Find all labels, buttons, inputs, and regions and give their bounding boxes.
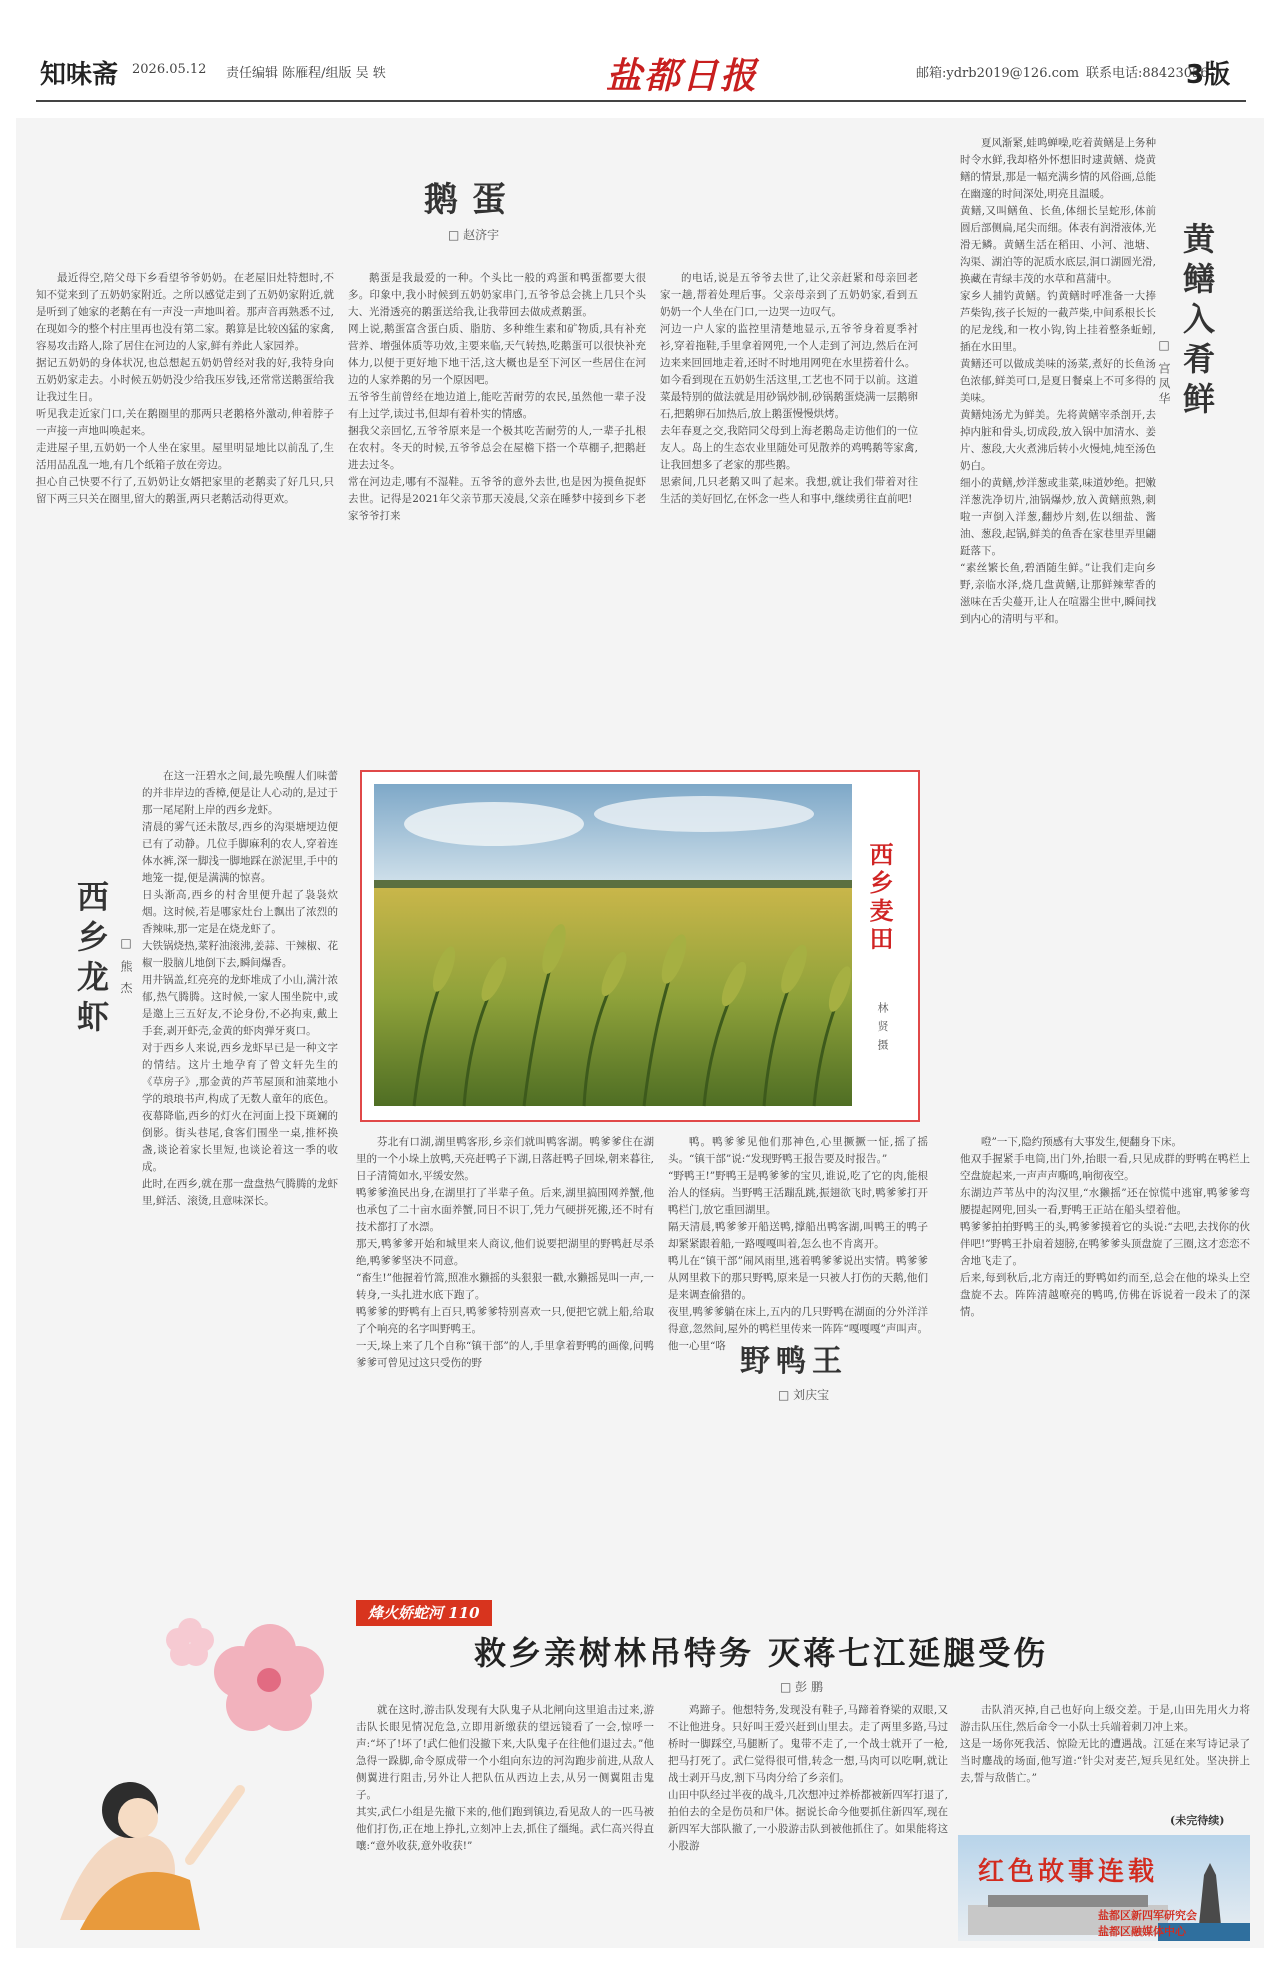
duck-king-text-2: 鸭。鸭爹爹见他们那神色,心里撅撅一怔,摇了摇头。“镇干部”说:“发现野鸭王报告要及时报告。” “野鸭王!”野鸭王是鸭爹爹的宝贝,谁说,吃了它的肉,能根治人的怪病。当野鸭王活蹦乱跳,振翅欲飞时,鸭爹爹打开鸭栏门,放它重回湖里。 隔天清晨,鸭爹爹开船送鸭,撑船出鸭客湖,叫鸭王的鸭子却紧紧跟着船,一路嘎嘎叫着,怎么也不肯离开。 鸭儿在“镇干部”闹风雨里,逃着鸭爹爹说出实情。鸭爹爹从网里救下的那只野鸭,原来是一只被人打伤的天鹅,他们是来调查偷猎的。 夜里,鸭爹爹躺在床上,五内的几只野鸭在湖面的分外洋洋得意,忽然间,屋外的鸭栏里传来一阵阵“嘎嘎嘎”声叫声。他一心里“咯 <box>668 1136 928 1352</box>
serial-col-3 <box>960 1702 1250 1814</box>
flower-girl-illustration <box>40 1590 340 1940</box>
shrimp-col-1 <box>142 768 338 1488</box>
article-author-goose-egg: □ 赵济宇 <box>448 228 500 242</box>
serial-text-3: 击队消灭掉,自己也好向上级交差。于是,山田先用火力将游击队压住,然后命令一小队士兵端着刺刀冲上来。 这是一场你死我活、惊险无比的遭遇战。江延在来写诗记录了当时鏖战的场面,他写道:“针尖对麦芒,短兵见红处。坚决拼上去,誓与敌偕亡。” <box>960 1704 1250 1784</box>
serial-col-2 <box>668 1702 948 1942</box>
article-title-goose-egg: 鹅蛋 <box>424 180 520 220</box>
goose-egg-col-3 <box>660 270 918 740</box>
goose-egg-col-2 <box>348 270 646 740</box>
duck-king-col-2a <box>668 1134 928 1352</box>
serial-headline: 救乡亲树林吊特务 灭蒋七江延腿受伤 <box>474 1634 1049 1672</box>
duck-king-col-1 <box>356 1134 654 1594</box>
red-story-org-1: 盐都区新四军研究会 <box>1098 1909 1197 1922</box>
wheat-photo-title: 西乡麦田 <box>865 842 894 954</box>
article-author-eel: □ 宫凤华 <box>1157 338 1171 407</box>
wheat-photo-frame <box>360 770 920 1122</box>
article-author-shrimp: □ 熊 杰 <box>119 936 133 997</box>
masthead <box>36 48 1246 102</box>
newspaper-logo: 盐都日报 <box>606 55 759 97</box>
wheat-field-image <box>374 784 852 1106</box>
shrimp-text-1: 在这一汪碧水之间,最先唤醒人们味蕾的并非岸边的香樟,便是让人心动的,是过于那一尾尾附上岸的西乡龙虾。 清晨的雾气还未散尽,西乡的沟渠塘埂边便已有了动静。几位手脚麻利的农人,穿着连体水裤,深一脚浅一脚地踩在淤泥里,手中的地笼一提,便是满满的惊喜。 日头渐高,西乡的村舍里便升起了袅袅炊烟。这时候,若是哪家灶台上飘出了浓烈的香辣味,那一定是在烧龙虾了。 大铁锅烧热,菜籽油滚沸,姜蒜、干辣椒、花椒一股脑儿地倒下去,瞬间爆香。 用井锅盖,红亮亮的龙虾堆成了小山,满汁浓郁,热气腾腾。这时候,一家人围坐院中,或是邀上三五好友,不论身份,不必拘束,戴上手套,剥开虾壳,金黄的虾肉弹牙爽口。 对于西乡人来说,西乡龙虾早已是一种文字的情结。这片土地孕育了曾文轩先生的《草房子》,那金黄的芦苇屋顶和油菜地小学的琅琅书声,构成了无数人童年的底色。 夜幕降临,西乡的灯火在河面上投下斑斓的倒影。街头巷尾,食客们围坐一桌,推杯换盏,谈论着家长里短,也谈论着这一季的收成。 此时,在西乡,就在那一盘盘热气腾腾的龙虾里,鲜活、滚烫,且意味深长。 <box>142 770 338 1207</box>
goose-egg-text-1: 最近得空,陪父母下乡看望爷爷奶奶。在老屋旧灶特想时,不知不觉来到了五奶奶家附近。之所以感觉走到了五奶奶家附近,就是听到了她家的老鹅在有一声没一声地叫着。那声音再熟悉不过,在现如今的整个村庄里再也没有第二家。鹅算是比较凶猛的家禽,容易攻击路人,除了居住在河边的人家,鲜有养此人家园养。 据记五奶奶的身体状况,也总想起五奶奶曾经对我的好,我特身向五奶奶家走去。小时候五奶奶没少给我压岁钱,还常常送鹅蛋给我让我过生日。 听见我走近家门口,关在鹅圈里的那两只老鹅格外激动,伸着脖子一声接一声地叫唤起来。 走进屋子里,五奶奶一个人坐在家里。屋里明显地比以前乱了,生活用品乱乱一地,有几个纸箱子放在旁边。 担心自己快要不行了,五奶奶让女婿把家里的老鹅卖了好几只,只留下两三只关在圈里,留大的鹅蛋,两只老鹅活动得更欢。 <box>36 272 334 505</box>
goose-egg-text-3: 的电话,说是五爷爷去世了,让父亲赶紧和母亲回老家一趟,帮着处理后事。父亲母亲到了五奶奶家,看到五奶奶一个人坐在门口,一边哭一边叹气。 河边一户人家的监控里清楚地显示,五爷爷身着夏季衬衫,穿着拖鞋,手里拿着网兜,一个人走到了河边,然后在河边来来回回地走着,还时不时地用网兜在水里捞着什么。 如今看到现在五奶奶生活这里,工艺也不同于以前。这道菜最特别的做法就是用砂锅炒制,砂锅鹅蛋烧满一层鹅卵石,把鹅卵石加热后,放上鹅蛋慢慢烘烤。 去年春夏之交,我陪同父母到上海老鹅岛走访他们的一位友人。岛上的生态农业里随处可见散养的鸡鸭鹅等家禽,让我回想多了老家的那些鹅。 思索间,几只老鹅又叫了起来。我想,就让我们带着对往生活的美好回忆,在怀念一些人和事中,继续勇往直前吧! <box>660 272 918 505</box>
goose-egg-text-2: 鹅蛋是我最爱的一种。个头比一般的鸡蛋和鸭蛋都要大很多。印象中,我小时候到五奶奶家串门,五爷爷总会挑上几只个头大、光滑透亮的鹅蛋送给我,让我带回去做成煮鹅蛋。 网上说,鹅蛋富含蛋白质、脂肪、多种维生素和矿物质,具有补充营养、增强体质等功效,主要来临,天气转热,吃鹅蛋可以很快补充体力,以便于更好地下地干活,这大概也是至下河区一些居住在河边的人家养鹅的另一个原因吧。 五爷爷生前曾经在地边道上,能吃苦耐劳的农民,虽然他一辈子没有上过学,读过书,但却有着朴实的情感。 捆我父亲回忆,五爷爷原来是一个极其吃苦耐劳的人,一辈子扎根在农村。冬天的时候,五爷爷总会在屋檐下搭一个草棚子,把鹅赶进去过冬。 常在河边走,哪有不湿鞋。五爷爷的意外去世,也是因为摸鱼捉虾去世。记得是2021年父亲节那天凌晨,父亲在睡梦中接到乡下老家爷爷打来 <box>348 272 646 522</box>
article-title-duck-king: 野鸭王 <box>740 1344 848 1379</box>
serial-text-1: 就在这时,游击队发现有大队鬼子从北闸向这里追击过来,游击队长眼见情况危急,立即用新缴获的望远镜看了一会,惊呼一声:“坏了!坏了!武仁他们没撤下来,大队鬼子在往他们退过去。”他急得一跺脚,命令原成带一个小组向东边的河沟跑步前进,从敌人侧翼进行阻击,另外让人把队伍从西边上去,从另一侧翼阻击鬼子。 其实,武仁小组是先撤下来的,他们跑到镇边,看见敌人的一匹马被他们打伤,正在地上挣扎,立刻冲上去,抓住了缰绳。武仁高兴得直嚷:“意外收获,意外收获!” <box>356 1704 654 1852</box>
contact-email: 邮箱:ydrb2019@126.com <box>916 66 1080 81</box>
article-author-duck-king: □ 刘庆宝 <box>778 1388 830 1402</box>
section-name: 知味斋 <box>40 60 119 90</box>
serial-col-1 <box>356 1702 654 1942</box>
to-be-continued: (未完待续) <box>1170 1814 1225 1827</box>
red-story-title: 红色故事连载 <box>978 1857 1159 1887</box>
issue-date: 2026.05.12 <box>132 62 207 77</box>
wheat-field-photo <box>374 784 852 1106</box>
serial-banner: 烽火娇蛇河 110 <box>356 1600 492 1626</box>
eel-col-1 <box>960 135 1156 1135</box>
serial-text-2: 鸡蹄子。他想特务,发现没有鞋子,马蹄着脊梁的双眼,又不让他进身。只好叫王爱兴赶到山里去。走了两里多路,马过桥时一脚踩空,马腿断了。鬼带不走了,一个战士就开了一枪,把马打死了。武仁觉得很可惜,转念一想,马肉可以吃啊,就让战士剥开马皮,割下马肉分给了乡亲们。 山田中队经过半夜的战斗,几次想冲过养桥都被新四军打退了,拍伯去的全是伤员和尸体。据说长命今他要抓住新四军,现在新四军大部队撤了,一小股游击队到被他抓住了。如果能将这小股游 <box>668 1704 948 1852</box>
article-title-shrimp: 西乡龙虾 <box>72 880 110 1040</box>
editor-credit: 责任编辑 陈雁程/组版 吴 轶 <box>226 66 386 81</box>
wheat-photo-credit: 林 贤 摄 <box>876 1002 889 1052</box>
duck-king-text-1: 芬北有口湖,湖里鸭客形,乡亲们就叫鸭客湖。鸭爹爹住在湖里的一个小垛上放鸭,天亮赶鸭子下湖,日落赶鸭子回垛,朝来暮往,日子清简如水,平缓安然。 鸭爹爹渔民出身,在湖里打了半辈子鱼。后来,湖里搞围网养蟹,他也承包了二十亩水面养蟹,同日不识丁,凭力气硬拼死搬,还不时有技术都打了水漂。 那天,鸭爹爹开始和城里来人商议,他们说要把湖里的野鸭赶尽杀绝,鸭爹爹坚决不同意。 “畜生!”他握着竹篙,照准水獭摇的头狠狠一戳,水獭摇晃叫一声,一转身,一头扎进水底下跑了。 鸭爹爹的野鸭有上百只,鸭爹爹特别喜欢一只,便把它就上船,给取了个响亮的名字叫野鸭王。 一天,垛上来了几个自称“镇干部”的人,手里拿着野鸭的画像,问鸭爹爹可曾见过这只受伤的野 <box>356 1136 654 1369</box>
article-title-eel: 黄鳝入肴鲜 <box>1178 222 1216 422</box>
serial-author: □ 彭 鹏 <box>780 1680 823 1694</box>
duck-king-col-3 <box>960 1134 1250 1594</box>
red-story-banner <box>958 1835 1250 1941</box>
eel-text-1: 夏风渐紧,蛙鸣蝉噪,吃着黄鳝是上务种时令水鲜,我却格外怀想旧时逮黄鳝、烧黄鳝的情景,那是一幅充满乡情的风俗画,总能在幽邃的时间深处,明亮且温暖。 黄鳝,又叫鳝鱼、长鱼,体细长呈蛇形,体前圆后部侧扁,尾尖而细。体表有润滑液体,光滑无鳞。黄鳝生活在稻田、小河、池塘、沟渠、湖泊等的泥质水底层,洞口湖圆光滑,换藏在青绿丰茂的水草和菖蒲中。 家乡人捕钓黄鳝。钓黄鳝时呼准备一大捧芦柴钩,孩子长短的一截芦柴,中间系根长长的尼龙线,和一枚小钩,钩上挂着整条蚯蚓,插在水田里。 黄鳝还可以做成美味的汤菜,煮好的长鱼汤色浓郁,鲜美可口,是夏日餐桌上不可多得的美味。 黄鳝炖汤尤为鲜美。先将黄鳝宰杀剖开,去掉内脏和骨头,切成段,放入锅中加清水、姜片、葱段,大火煮沸后转小火慢炖,炖至汤色奶白。 细小的黄鳝,炒洋葱或韭菜,味道妙绝。把嫩洋葱洗净切片,油锅爆炒,放入黄鳝煎熟,刺啦一声倒入洋葱,翻炒片刻,佐以细盐、酱油、葱段,起锅,鲜美的鱼香在家巷里弄里翩跹落下。 “素丝繁长鱼,碧酒随生鲜。”让我们走向乡野,亲临水泽,烧几盘黄鳝,让那鲜辣荤香的滋味在舌尖蔓开,让人在喧嚣尘世中,瞬间找到内心的清明与平和。 <box>960 137 1156 625</box>
page-number: 3版 <box>1186 60 1231 90</box>
red-story-org-2: 盐都区融媒体中心 <box>1098 1925 1186 1938</box>
goose-egg-col-1 <box>36 270 334 740</box>
duck-king-text-3: 噔”一下,隐约预感有大事发生,便翻身下床。 他双手握紧手电筒,出门外,抬眼一看,只见成群的野鸭在鸭栏上空盘旋起来,一声声声嘶鸣,响彻夜空。 东湖边芦苇丛中的沟汉里,“水獭摇”还在惊慌中逃窜,鸭爹爹弯腰提起网兜,回头一看,野鸭王正站在船头望着他。 鸭爹爹拍拍野鸭王的头,鸭爹爹摸着它的头说:“去吧,去找你的伙伴吧!”野鸭王扑扇着翅膀,在鸭爹爹头顶盘旋了三圈,这才恋恋不舍地飞走了。 后来,每到秋后,北方南迁的野鸭如约而至,总会在他的垛头上空盘旋不去。阵阵清越嘹亮的鸭鸣,仿佛在诉说着一段未了的深情。 <box>960 1136 1250 1318</box>
contact-phone: 联系电话:88423056 <box>1086 66 1209 81</box>
